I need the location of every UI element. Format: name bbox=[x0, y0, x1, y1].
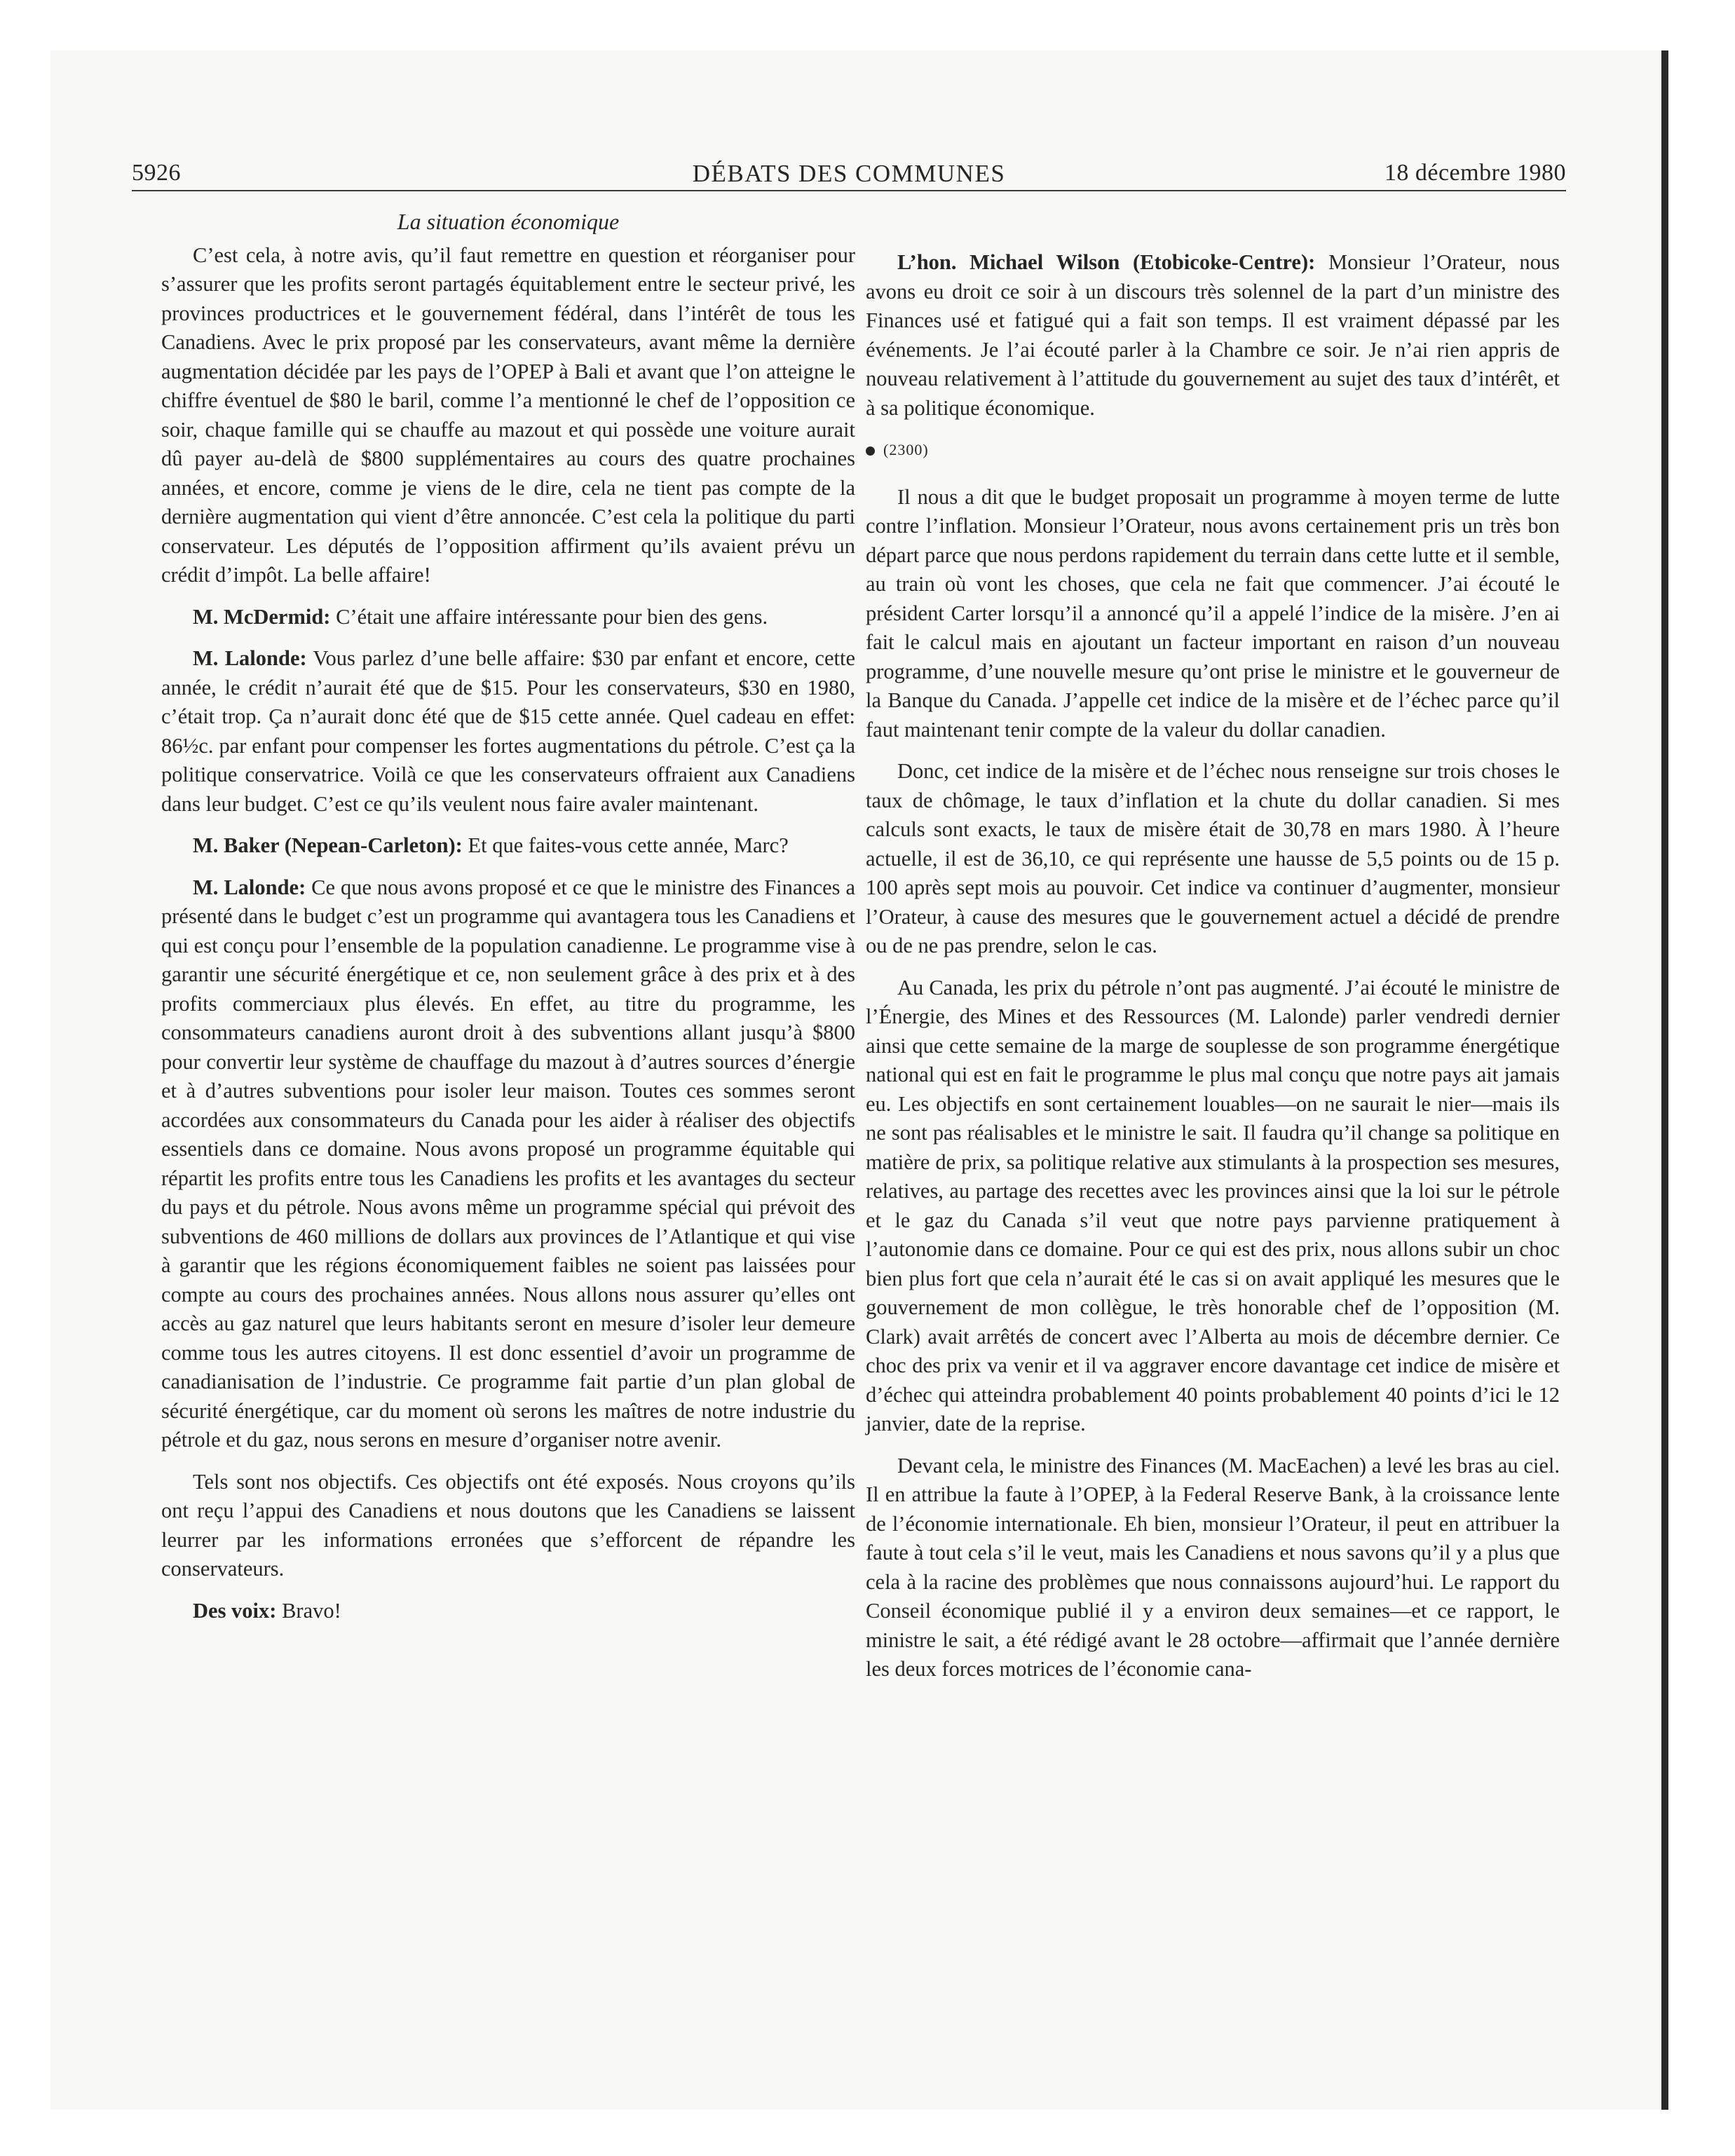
paragraph: Au Canada, les prix du pétrole n’ont pas augmenté. J’ai écouté le ministre de l’Énergie, des Mines et des Ressources (M. Lalonde) parler vendredi dernier ainsi que cette semaine de la marge de souplesse de son programme énergétique national qui est en fait le programme le plus mal conçu que notre pays ait jamais eu. Les objectifs en sont certainement louables—on ne saurait le nier—mais ils ne sont pas réalisables et le ministre le sait. Il faudra qu’il change sa politique en matière de prix, sa politique relative aux stimulants à la prospection ses mesures, relatives, au partage des recettes avec les provinces ainsi que la loi sur le pétrole et le gaz du Canada s’il veut que notre pays parvienne pratiquement à l’autonomie dans ce domaine. Pour ce qui est des prix, nous allons subir un choc bien plus fort que cela n’aurait été le cas si on avait appliqué les mesures que le gouvernement de mon collègue, le très honorable chef de l’opposition (M. Clark) avait arrêtés de concert avec l’Alberta au mois de décembre dernier. Ce choc des prix va venir et il va aggraver encore davantage cet indice de misère et d’échec qui atteindra probablement 40 points probablement 40 points d’ici le 12 janvier, date de la reprise. bbox=[866, 975, 1560, 1435]
header-date: 18 décembre 1980 bbox=[1384, 160, 1566, 186]
speech-paragraph bbox=[161, 603, 855, 632]
speech-text: Bravo! bbox=[276, 1598, 341, 1623]
bullet-icon bbox=[866, 446, 875, 456]
speech-paragraph bbox=[866, 248, 1560, 423]
speech-paragraph bbox=[161, 1597, 855, 1626]
page-edge-shadow bbox=[1661, 50, 1668, 2110]
speaker-name: M. Lalonde: bbox=[193, 646, 307, 670]
time-stamp bbox=[866, 435, 1560, 465]
speaker-name: Des voix: bbox=[193, 1598, 277, 1623]
speaker-name: M. Baker (Nepean-Carleton): bbox=[193, 833, 463, 857]
speaker-name: M. McDermid: bbox=[193, 604, 331, 629]
speech-text: C’était une affaire intéressante pour bien des gens. bbox=[330, 604, 768, 629]
speech-text: Ce que nous avons proposé et ce que le ministre des Finances a présenté dans le budget c’est un programme qui avantagera tous les Canadiens et qui est conçu pour l’ensemble de la population canadienne. Le programme vise à garantir une sécurité énergétique et ce, non seulement grâce à des prix et à des profits commerciaux plus élevés. En effet, au titre du programme, les consommateurs canadiens auront droit à des subventions allant jusqu’à $800 pour convertir leur système de chauffage du mazout à d’autres sources d’énergie et à d’autres subventions pour isoler leur maison. Toutes ces sommes seront accordées aux consommateurs du Canada pour les aider à réaliser des objectifs essentiels dans ce domaine. Nous avons proposé un programme équitable qui répartit les profits entre tous les Canadiens les profits et les avantages du secteur du pays et du pétrole. Nous avons même un programme spécial qui prévoit des subventions de 460 millions de dollars aux provinces de l’Atlantique et qui vise à garantir que les régions économiquement faibles ne soient pas laissées pour compte au cours des prochaines années. Nous allons nous assurer qu’elles ont accès au gaz naturel que leurs habitants seront en mesure d’isoler leur demeure comme tous les autres citoyens. Il est donc essentiel d’avoir un programme de canadianisation de l’industrie. Ce programme fait partie d’un plan global de sécurité énergétique, car du moment où serons les maîtres de notre industrie du pétrole et du gaz, nous serons en mesure d’organiser notre avenir. bbox=[161, 875, 855, 1452]
speaker-name: M. Lalonde: bbox=[193, 875, 306, 899]
speech-text: Et que faites-vous cette année, Marc? bbox=[462, 833, 789, 857]
paragraph: Donc, cet indice de la misère et de l’échec nous renseigne sur trois choses le taux de chômage, le taux d’inflation et la chute du dollar canadien. Si mes calculs sont exacts, le taux de misère était de 30,78 en mars 1980. À l’heure actuelle, il est de 36,10, ce qui représente une hausse de 5,5 points ou de 15 p. 100 après sept mois au pouvoir. Cet indice va continuer d’augmenter, monsieur l’Orateur, à cause des mesures que le gouvernement actuel a décidé de prendre ou de ne pas prendre, selon le cas. bbox=[866, 759, 1560, 957]
paragraph: Tels sont nos objectifs. Ces objectifs ont été exposés. Nous croyons qu’ils ont reçu l’appui des Canadiens et nous doutons que les Canadiens se laissent leurrer par les informations erronées que s’efforcent de répandre les conservateurs. bbox=[161, 1469, 855, 1581]
section-title: La situation économique bbox=[397, 209, 620, 234]
page-number: 5926 bbox=[132, 160, 181, 186]
speech-paragraph bbox=[161, 831, 855, 861]
journal-title: DÉBATS DES COMMUNES bbox=[692, 160, 1006, 187]
left-column bbox=[161, 207, 855, 1638]
running-header bbox=[132, 156, 1566, 191]
paragraph: Il nous a dit que le budget proposait un programme à moyen terme de lutte contre l’inflation. Monsieur l’Orateur, nous avons certainement pris un très bon départ parce que nous perdons rapidement du terrain dans cette lutte et il semble, au train où vont les choses, que cela ne fait que commencer. J’ai écouté le président Carter lorsqu’il a annoncé qu’il a appelé l’indice de la misère. J’en ai fait le calcul mais en ajoutant un facteur important en raison d’un nouveau programme, d’une nouvelle mesure qu’ont prise le ministre et le gouverneur de la Banque du Canada. J’appelle cet indice de la misère et de l’échec parce qu’il faut maintenant tenir compte de la valeur du dollar canadien. bbox=[866, 484, 1560, 742]
speech-paragraph bbox=[161, 873, 855, 1455]
paragraph: C’est cela, à notre avis, qu’il faut remettre en question et réorganiser pour s’assurer que les profits seront partagés équitablement entre le secteur privé, les provinces productrices et le gouvernement fédéral, dans l’intérêt de tous les Canadiens. Avec le prix proposé par les conservateurs, avant même la dernière augmentation décidée par les pays de l’OPEP à Bali et avant que l’on atteigne le chiffre éventuel de $80 le baril, comme l’a mentionné le chef de l’opposition ce soir, chaque famille qui se chauffe au mazout et qui possède une voiture aurait dû payer au-delà de $800 supplémentaires au cours des quatre prochaines années, et encore, comme je viens de le dire, cela ne tient pas compte de la dernière augmentation qui vient d’être annoncée. C’est cela la politique du parti conservateur. Les députés de l’opposition affirment qu’ils avaient prévu un crédit d’impôt. La belle affaire! bbox=[161, 243, 855, 587]
speaker-name: L’hon. Michael Wilson (Etobicoke-Centre): bbox=[897, 250, 1316, 274]
right-column bbox=[866, 245, 1560, 1697]
paragraph: Devant cela, le ministre des Finances (M. MacEachen) a levé les bras au ciel. Il en attribue la faute à l’OPEP, à la Federal Reserve Bank, à la croissance lente de l’économie internationale. Eh bien, monsieur l’Orateur, il peut en attribuer la faute à tout cela s’il le veut, mais les Canadiens et nous savons qu’il y a plus que cela à la racine des problèmes que nous connaissons aujourd’hui. Le rapport du Conseil économique publié il y a environ deux semaines—et ce rapport, le ministre le sait, a été rédigé avant le 28 octobre—affirmait que l’année dernière les deux forces motrices de l’économie cana- bbox=[866, 1453, 1560, 1681]
header-rule bbox=[132, 190, 1566, 191]
speech-text: Monsieur l’Orateur, nous avons eu droit ce soir à un discours très solennel de la part d’un ministre des Finances usé et fatigué qui a fait son temps. Il est vraiment dépassé par les événements. Je l’ai écouté parler à la Chambre ce soir. Je n’ai rien appris de nouveau relativement à l’attitude du gouvernement au sujet des taux d’intérêt, et à sa politique économique. bbox=[866, 250, 1560, 420]
speech-text: Vous parlez d’une belle affaire: $30 par enfant et encore, cette année, le crédit n’aurait été que de $15. Pour les conservateurs, $30 en 1980, c’était trop. Ça n’aurait donc été que de $15 cette année. Quel cadeau en effet: 86½c. par enfant pour compenser les fortes augmentations du pétrole. C’est ça la politique conservatrice. Voilà ce que les conservateurs offraient aux Canadiens dans leur budget. C’est ce qu’ils veulent nous faire avaler maintenant. bbox=[161, 646, 855, 816]
time-stamp-text: (2300) bbox=[883, 441, 929, 458]
speech-paragraph bbox=[161, 644, 855, 819]
